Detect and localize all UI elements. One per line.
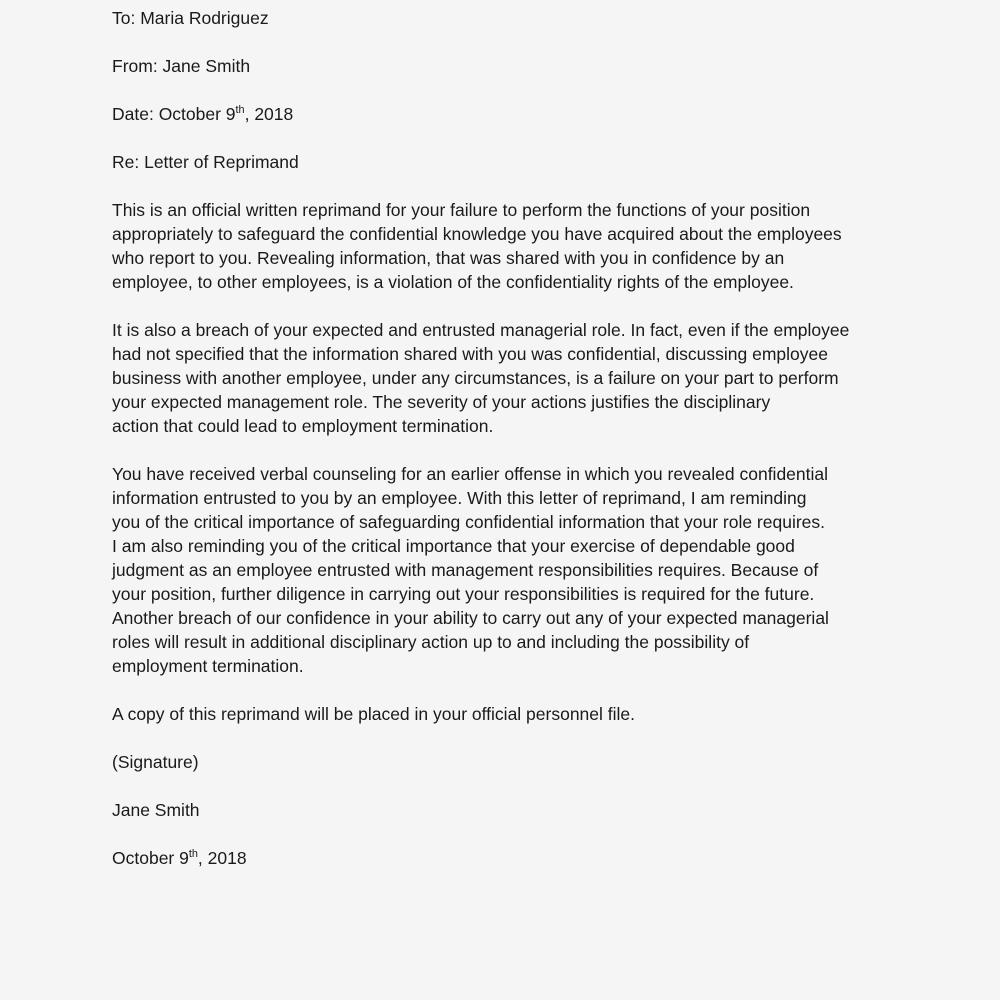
date-line bbox=[112, 102, 880, 126]
closing-date-line bbox=[112, 846, 880, 870]
paragraph-line: you of the critical importance of safeguarding confidential information that your role requires. bbox=[112, 512, 826, 532]
paragraph-line: had not specified that the information shared with you was confidential, discussing employee bbox=[112, 344, 828, 364]
body-paragraph-3 bbox=[112, 462, 880, 678]
paragraph-line: employee, to other employees, is a violation of the confidentiality rights of the employee. bbox=[112, 272, 794, 292]
paragraph-line: business with another employee, under any circumstances, is a failure on your part to perform bbox=[112, 368, 839, 388]
date-label: Date: October 9 bbox=[112, 104, 236, 124]
paragraph-line: appropriately to safeguard the confidential knowledge you have acquired about the employees bbox=[112, 224, 842, 244]
body-paragraph-2 bbox=[112, 318, 880, 438]
closing-date-ordinal-suffix: th bbox=[188, 848, 198, 861]
recipient-line: To: Maria Rodriguez bbox=[112, 8, 269, 28]
paragraph-line: employment termination. bbox=[112, 656, 304, 676]
paragraph-line: It is also a breach of your expected and entrusted managerial role. In fact, even if the employee bbox=[112, 320, 850, 340]
paragraph-line: roles will result in additional disciplinary action up to and including the possibility of bbox=[112, 632, 750, 652]
signature-placeholder: (Signature) bbox=[112, 752, 199, 772]
sender-line: From: Jane Smith bbox=[112, 56, 251, 76]
signer-name: Jane Smith bbox=[112, 800, 200, 820]
paragraph-line: action that could lead to employment termination. bbox=[112, 416, 494, 436]
paragraph-line: judgment as an employee entrusted with management responsibilities requires. Because of bbox=[112, 560, 819, 580]
body-paragraph-1 bbox=[112, 198, 880, 294]
paragraph-line: your position, further diligence in carrying out your responsibilities is required for the future. bbox=[112, 584, 815, 604]
paragraph-line: who report to you. Revealing information, that was shared with you in confidence by an bbox=[112, 248, 785, 268]
paragraph-line: A copy of this reprimand will be placed in your official personnel file. bbox=[112, 704, 636, 724]
closing-date-year: , 2018 bbox=[197, 848, 247, 868]
body-paragraph-4 bbox=[112, 702, 880, 726]
closing-date-label: October 9 bbox=[112, 848, 189, 868]
date-ordinal-suffix: th bbox=[235, 104, 245, 117]
paragraph-line: your expected management role. The severity of your actions justifies the disciplinary bbox=[112, 392, 771, 412]
paragraph-line: This is an official written reprimand for your failure to perform the functions of your position bbox=[112, 200, 811, 220]
date-year: , 2018 bbox=[244, 104, 294, 124]
paragraph-line: I am also reminding you of the critical importance that your exercise of dependable good bbox=[112, 536, 795, 556]
paragraph-line: Another breach of our confidence in your ability to carry out any of your expected managerial bbox=[112, 608, 829, 628]
paragraph-line: You have received verbal counseling for an earlier offense in which you revealed confidential bbox=[112, 464, 829, 484]
paragraph-line: information entrusted to you by an employee. With this letter of reprimand, I am reminding bbox=[112, 488, 807, 508]
subject-line: Re: Letter of Reprimand bbox=[112, 152, 299, 172]
